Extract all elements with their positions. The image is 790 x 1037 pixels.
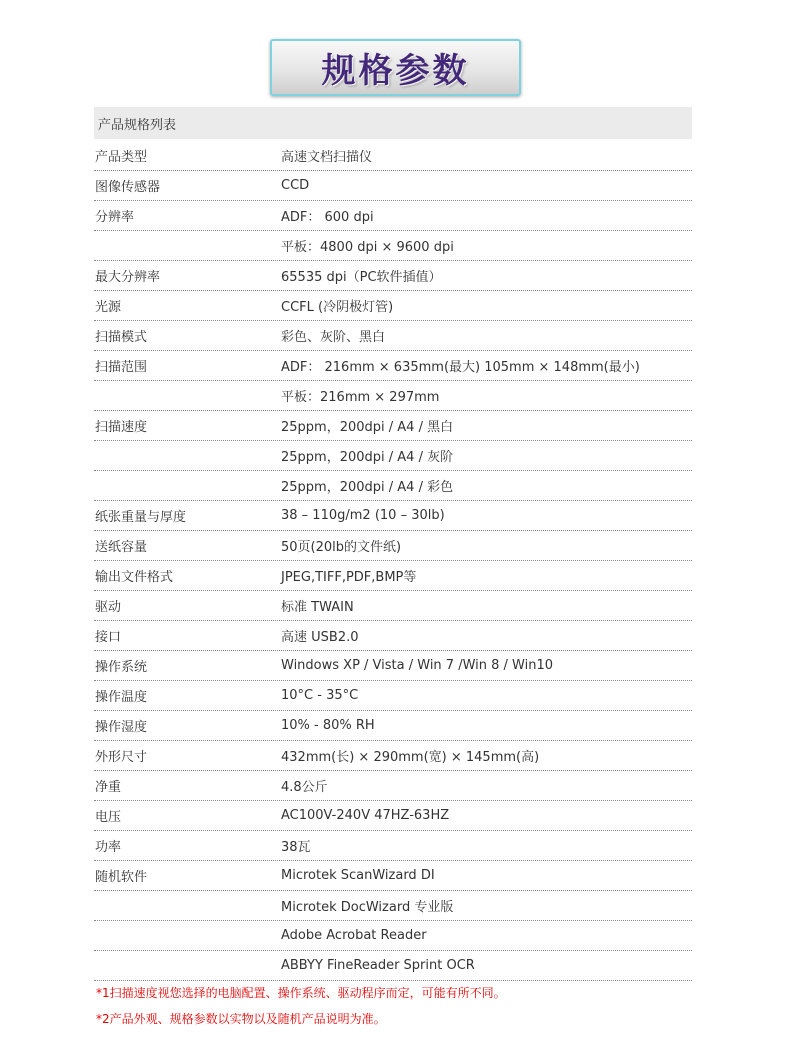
table-row [94,471,692,501]
spec-label: 分辨率 [95,210,135,225]
title-banner [270,39,521,96]
table-row [94,561,692,591]
table-row [94,771,692,801]
table-row [94,261,692,291]
spec-value: 25ppm，200dpi / A4 / 灰阶 [281,450,454,465]
table-row [94,501,692,531]
table-row [94,831,692,861]
spec-value: ADF： 600 dpi [281,210,374,225]
spec-label: 扫描模式 [95,330,148,345]
spec-label: 操作湿度 [95,720,148,735]
spec-value: 50页(20lb的文件纸) [281,540,402,555]
table-row [94,531,692,561]
footnotes [96,983,506,1035]
spec-label: 产品类型 [95,150,148,165]
table-row [94,951,692,981]
spec-label: 功率 [95,840,122,855]
spec-value: CCFL (冷阴极灯管) [281,300,394,315]
spec-label: 驱动 [95,600,122,615]
spec-label: 接口 [95,630,122,645]
spec-value: AC100V-240V 47HZ-63HZ [281,808,450,823]
table-row [94,381,692,411]
table-row [94,171,692,201]
table-row [94,711,692,741]
table-row [94,921,692,951]
spec-label: 纸张重量与厚度 [95,510,187,525]
spec-value: 38 – 110g/m2 (10 – 30lb) [281,508,445,523]
spec-value: CCD [281,178,310,193]
spec-label: 电压 [95,810,122,825]
table-row [94,141,692,171]
spec-value: 25ppm，200dpi / A4 / 黑白 [281,420,454,435]
spec-label: 操作系统 [95,660,148,675]
table-row [94,321,692,351]
footnote-1: *1扫描速度视您选择的电脑配置、操作系统、驱动程序而定，可能有所不同。 [96,986,506,1000]
spec-value: 高速文档扫描仪 [281,150,373,165]
spec-value: 平板：4800 dpi × 9600 dpi [281,240,454,255]
spec-value: ABBYY FineReader Sprint OCR [281,958,475,973]
spec-value: JPEG,TIFF,PDF,BMP等 [281,570,417,585]
table-row [94,231,692,261]
spec-value: 25ppm，200dpi / A4 / 彩色 [281,480,454,495]
spec-value: 432mm(长) × 290mm(宽) × 145mm(高) [281,750,540,765]
table-row [94,801,692,831]
spec-label: 外形尺寸 [95,750,148,765]
spec-label: 最大分辨率 [95,270,161,285]
spec-label: 操作温度 [95,690,148,705]
spec-label: 光源 [95,300,122,315]
table-row [94,741,692,771]
spec-value: 10°C - 35°C [281,688,359,703]
footnote-2: *2产品外观、规格参数以实物以及随机产品说明为准。 [96,1012,386,1026]
spec-label: 随机软件 [95,870,148,885]
table-row [94,291,692,321]
spec-label: 扫描速度 [95,420,148,435]
table-row [94,861,692,891]
table-row [94,411,692,441]
table-row [94,621,692,651]
spec-label: 净重 [95,780,122,795]
table-row [94,681,692,711]
spec-value: ADF： 216mm × 635mm(最大) 105mm × 148mm(最小) [281,360,640,375]
spec-label: 送纸容量 [95,540,148,555]
spec-value: Adobe Acrobat Reader [281,928,427,943]
spec-label: 扫描范围 [95,360,148,375]
table-row [94,651,692,681]
spec-value: 10% - 80% RH [281,718,375,733]
spec-label: 图像传感器 [95,180,161,195]
spec-value: 标准 TWAIN [281,600,354,615]
table-row [94,891,692,921]
spec-value: 高速 USB2.0 [281,630,359,645]
spec-table [94,141,692,981]
spec-value: 65535 dpi（PC软件插值） [281,270,442,285]
spec-value: 4.8公斤 [281,780,328,795]
table-header [94,107,692,139]
table-row [94,201,692,231]
page-title: 规格参数 [321,51,470,91]
spec-value: Microtek DocWizard 专业版 [281,900,454,915]
table-row [94,441,692,471]
spec-value: 彩色、灰阶、黑白 [281,330,386,345]
table-row [94,351,692,381]
table-row [94,591,692,621]
spec-value: 38瓦 [281,840,311,855]
table-header-label: 产品规格列表 [98,117,177,133]
spec-value: 平板：216mm × 297mm [281,390,440,405]
spec-label: 输出文件格式 [95,570,174,585]
spec-value: Microtek ScanWizard DI [281,868,435,883]
spec-value: Windows XP / Vista / Win 7 /Win 8 / Win10 [281,658,554,673]
